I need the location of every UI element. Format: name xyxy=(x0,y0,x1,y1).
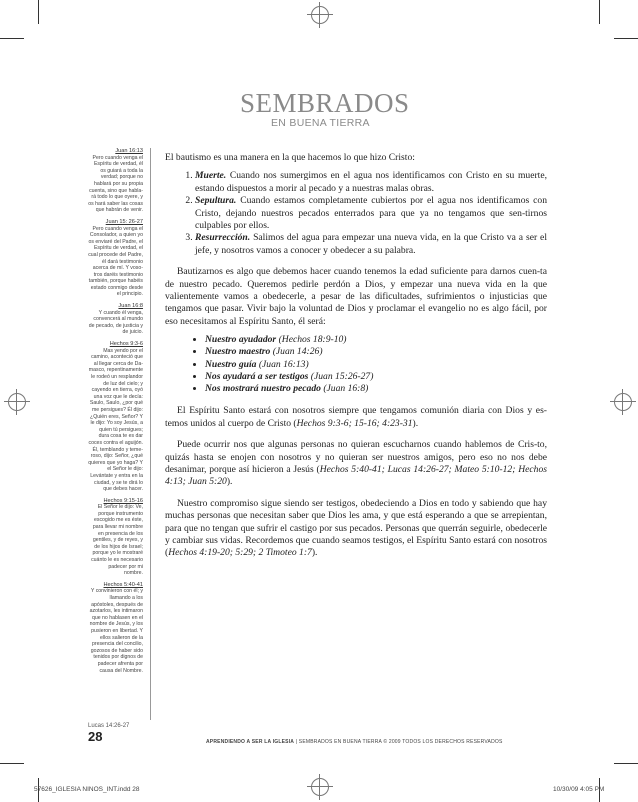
sidebar-ref: Hechos 9:15-16 xyxy=(103,497,143,504)
paragraph xyxy=(165,498,547,560)
registration-mark-icon xyxy=(311,6,329,24)
crop-mark xyxy=(599,0,600,24)
footer-sidebar-ref: Lucas 14:26-27 xyxy=(88,723,130,729)
list-term: Resurrección. xyxy=(195,232,251,244)
list-item xyxy=(195,232,547,257)
crop-mark xyxy=(614,38,638,39)
main-body xyxy=(165,152,547,560)
column-divider xyxy=(150,148,151,720)
list-ref: (Hechos 18:9-10) xyxy=(276,334,347,346)
sidebar-verse: Y cuando él venga, convencerá al mundo de pecado, de justicia y de juicio. xyxy=(88,309,143,336)
registration-mark-icon xyxy=(614,393,632,411)
paragraph-text: Nuestro compromiso sigue siendo ser testigos, obedeciendo a Dios en todo y sabiendo que hay muchas personas que necesitan saber que Dios les ama, y que está esperando a que se arrepientan, para que no tengan que sufrir el castigo por sus pecados. Personas que querrán seguirle, obedecerle y cambiar sus vidas. Recordemos que cuando seamos testigos, el Espíritu Santo estará con nosotros ( xyxy=(165,497,547,559)
logo-subtitle: EN BUENA TIERRA xyxy=(271,117,370,129)
sidebar-verse: Y convinieron con él; y llamando a los apóstoles, después de azotarlos, les intimaron que no hablasen en el nombre de Jesús, y los pusieron en libertad. Y ellos salieron de la presencia del concilio, gozosos de haber sido tenidos por dignos de padecer afrenta por causa del Nombre. xyxy=(89,588,143,674)
crop-mark xyxy=(0,38,24,39)
print-slug-date: 10/30/09 4:05 PM xyxy=(553,786,605,793)
list-text: Salimos del agua para empezar una nueva vida, en la que Cristo va a ser el jefe, y nosotros vamos a conocer y obedecer a su palabra. xyxy=(195,232,547,256)
paragraph-text: ). xyxy=(226,476,233,488)
sidebar-ref: Juan 15: 26-27 xyxy=(105,218,143,225)
crop-mark xyxy=(614,763,638,764)
sidebar-ref: Juan 16:8 xyxy=(118,303,143,310)
footer-title: APRENDIENDO A SER LA IGLESIA xyxy=(206,739,295,745)
sidebar-ref: Juan 16:13 xyxy=(115,148,143,154)
scripture-ref: Hechos 5:40-41; Lucas 14:26-27; Mateo 5:10-12; Hechos 4:13; Juan 5:20 xyxy=(165,463,547,488)
list-item xyxy=(205,334,547,346)
list-term: Nuestro maestro xyxy=(205,346,271,358)
scripture-sidebar xyxy=(88,148,143,674)
paragraph-text: ). xyxy=(311,547,318,559)
numbered-list xyxy=(165,170,547,257)
list-item xyxy=(195,195,547,232)
list-item xyxy=(205,359,547,371)
bullet-list xyxy=(165,334,547,395)
paragraph xyxy=(165,405,547,430)
paragraph-text: Puede ocurrir nos que algunas personas no quieran escucharnos cuando hablemos de Cris-to, quizás hasta se enojen con nosotros y no quieran ser nuestros amigos, pero eso no nos debe desanimar, porque así hicieron a Jesús ( xyxy=(165,439,547,475)
paragraph-text: ). xyxy=(412,417,419,429)
sidebar-verse: Mas yendo por el camino, aconteció que al llegar cerca de Da-masco, repentinamente le rodeó un resplandor de luz del cielo; y cayendo en tierra, oyó una voz que le decía: Saulo, Saulo, ¿por qué me persigues? Él dijo: ¿Quién eres, Señor? Y le dijo: Yo soy Jesús, a quien tú persigues; dura cosa te es dar coces contra el aguijón. Él, temblando y teme-roso, dijo: Señor, ¿qué quieres que yo haga? Y el Señor le dijo: Levántate y entra en la ciudad, y se te dirá lo que debes hacer. xyxy=(88,347,143,493)
scripture-ref: Hechos 9:3-6; 15-16; 4:23-31 xyxy=(296,417,413,429)
list-item xyxy=(195,170,547,195)
list-item xyxy=(205,346,547,358)
list-term: Nos mostrará nuestro pecado xyxy=(205,383,321,395)
list-term: Nuestro guía xyxy=(205,358,257,370)
list-term: Nuestro ayudador xyxy=(205,334,277,346)
crop-mark xyxy=(38,0,39,24)
list-term: Muerte. xyxy=(195,170,227,182)
logo-title: SEMBRADOS xyxy=(240,88,410,118)
registration-mark-icon xyxy=(8,393,26,411)
list-text: Cuando nos sumergimos en el agua nos identificamos con Cristo en su muerte, estando dispuestos a morir al pecado y a nuestras malas obras. xyxy=(195,170,547,194)
sidebar-verse: Pero cuando venga el Espíritu de verdad, él os guiará a toda la verdad; porque no hablará por su propia cuenta, sino que habla-rá todo lo que oyere, y os hará saber las cosas que habrán de venir. xyxy=(88,154,143,214)
sidebar-verse: Pero cuando venga el Consolador, a quien yo os enviaré del Padre, el Espíritu de verdad, el cual procede del Padre, él dará testimonio acerca de mí. Y voso-tros daréis testimonio también, porque habéis estado conmigo desde el principio. xyxy=(88,225,143,298)
list-ref: (Juan 16:13) xyxy=(256,358,309,370)
page-footer xyxy=(206,739,503,745)
list-ref: (Juan 16:8) xyxy=(320,383,369,395)
footer-copyright: | SEMBRADOS EN BUENA TIERRA © 2009 TODOS LOS DERECHOS RESERVADOS xyxy=(294,739,503,745)
paragraph xyxy=(165,439,547,489)
paragraph: Bautizarnos es algo que debemos hacer cuando tenemos la edad suficiente para darnos cuen-ta de nuestro pecado. Queremos pedirle perdón a Dios, y empezar una nueva vida en la que valientemente vamos a obedecerle, a pesar de las dificultades, sufrimientos o injusticias que tengamos que pasar. Vivir bajo la voluntad de Dios y proclamar el evangelio no es algo fácil, por eso necesitamos al Espíritu Santo, él será: xyxy=(165,266,547,327)
paragraph-text: El Espíritu Santo estará con nosotros siempre que tengamos comunión diaria con Dios y es-temos unidos al cuerpo de Cristo ( xyxy=(165,405,547,429)
list-term: Sepultura. xyxy=(195,195,237,207)
sidebar-ref: Hechos 9:3-6 xyxy=(109,341,143,348)
list-text: Cuando estamos completamente cubiertos por el agua nos identificamos con Cristo, dejando nuestros pecados enterrados para que ya no tengamos que sen-tirnos culpables por ellos. xyxy=(195,195,547,232)
list-term: Nos ayudará a ser testigos xyxy=(205,370,309,382)
registration-mark-icon xyxy=(311,778,329,796)
list-ref: (Juan 15:26-27) xyxy=(308,370,374,382)
list-ref: (Juan 14:26) xyxy=(270,346,323,358)
page-number: 28 xyxy=(88,729,103,744)
scripture-ref: Hechos 4:19-20; 5:29; 2 Timoteo 1:7 xyxy=(168,547,312,559)
list-item xyxy=(205,383,547,395)
sembrados-logo xyxy=(240,88,430,134)
sidebar-verse: El Señor le dijo: Ve, porque instrumento escogido me es éste, para llevar mi nombre en presencia de los gentiles, y de reyes, y de los hijos de Israel; porque yo le mostraré cuánto le es necesario padecer por mi nombre. xyxy=(91,504,143,577)
intro-paragraph: El bautismo es una manera en la que hacemos lo que hizo Cristo: xyxy=(165,152,415,163)
list-item xyxy=(205,371,547,383)
crop-mark xyxy=(0,763,24,764)
sidebar-ref: Hechos 5:40-41 xyxy=(103,581,143,588)
print-slug-file: 57626_IGLESIA NINOS_INT.indd 28 xyxy=(34,786,140,793)
